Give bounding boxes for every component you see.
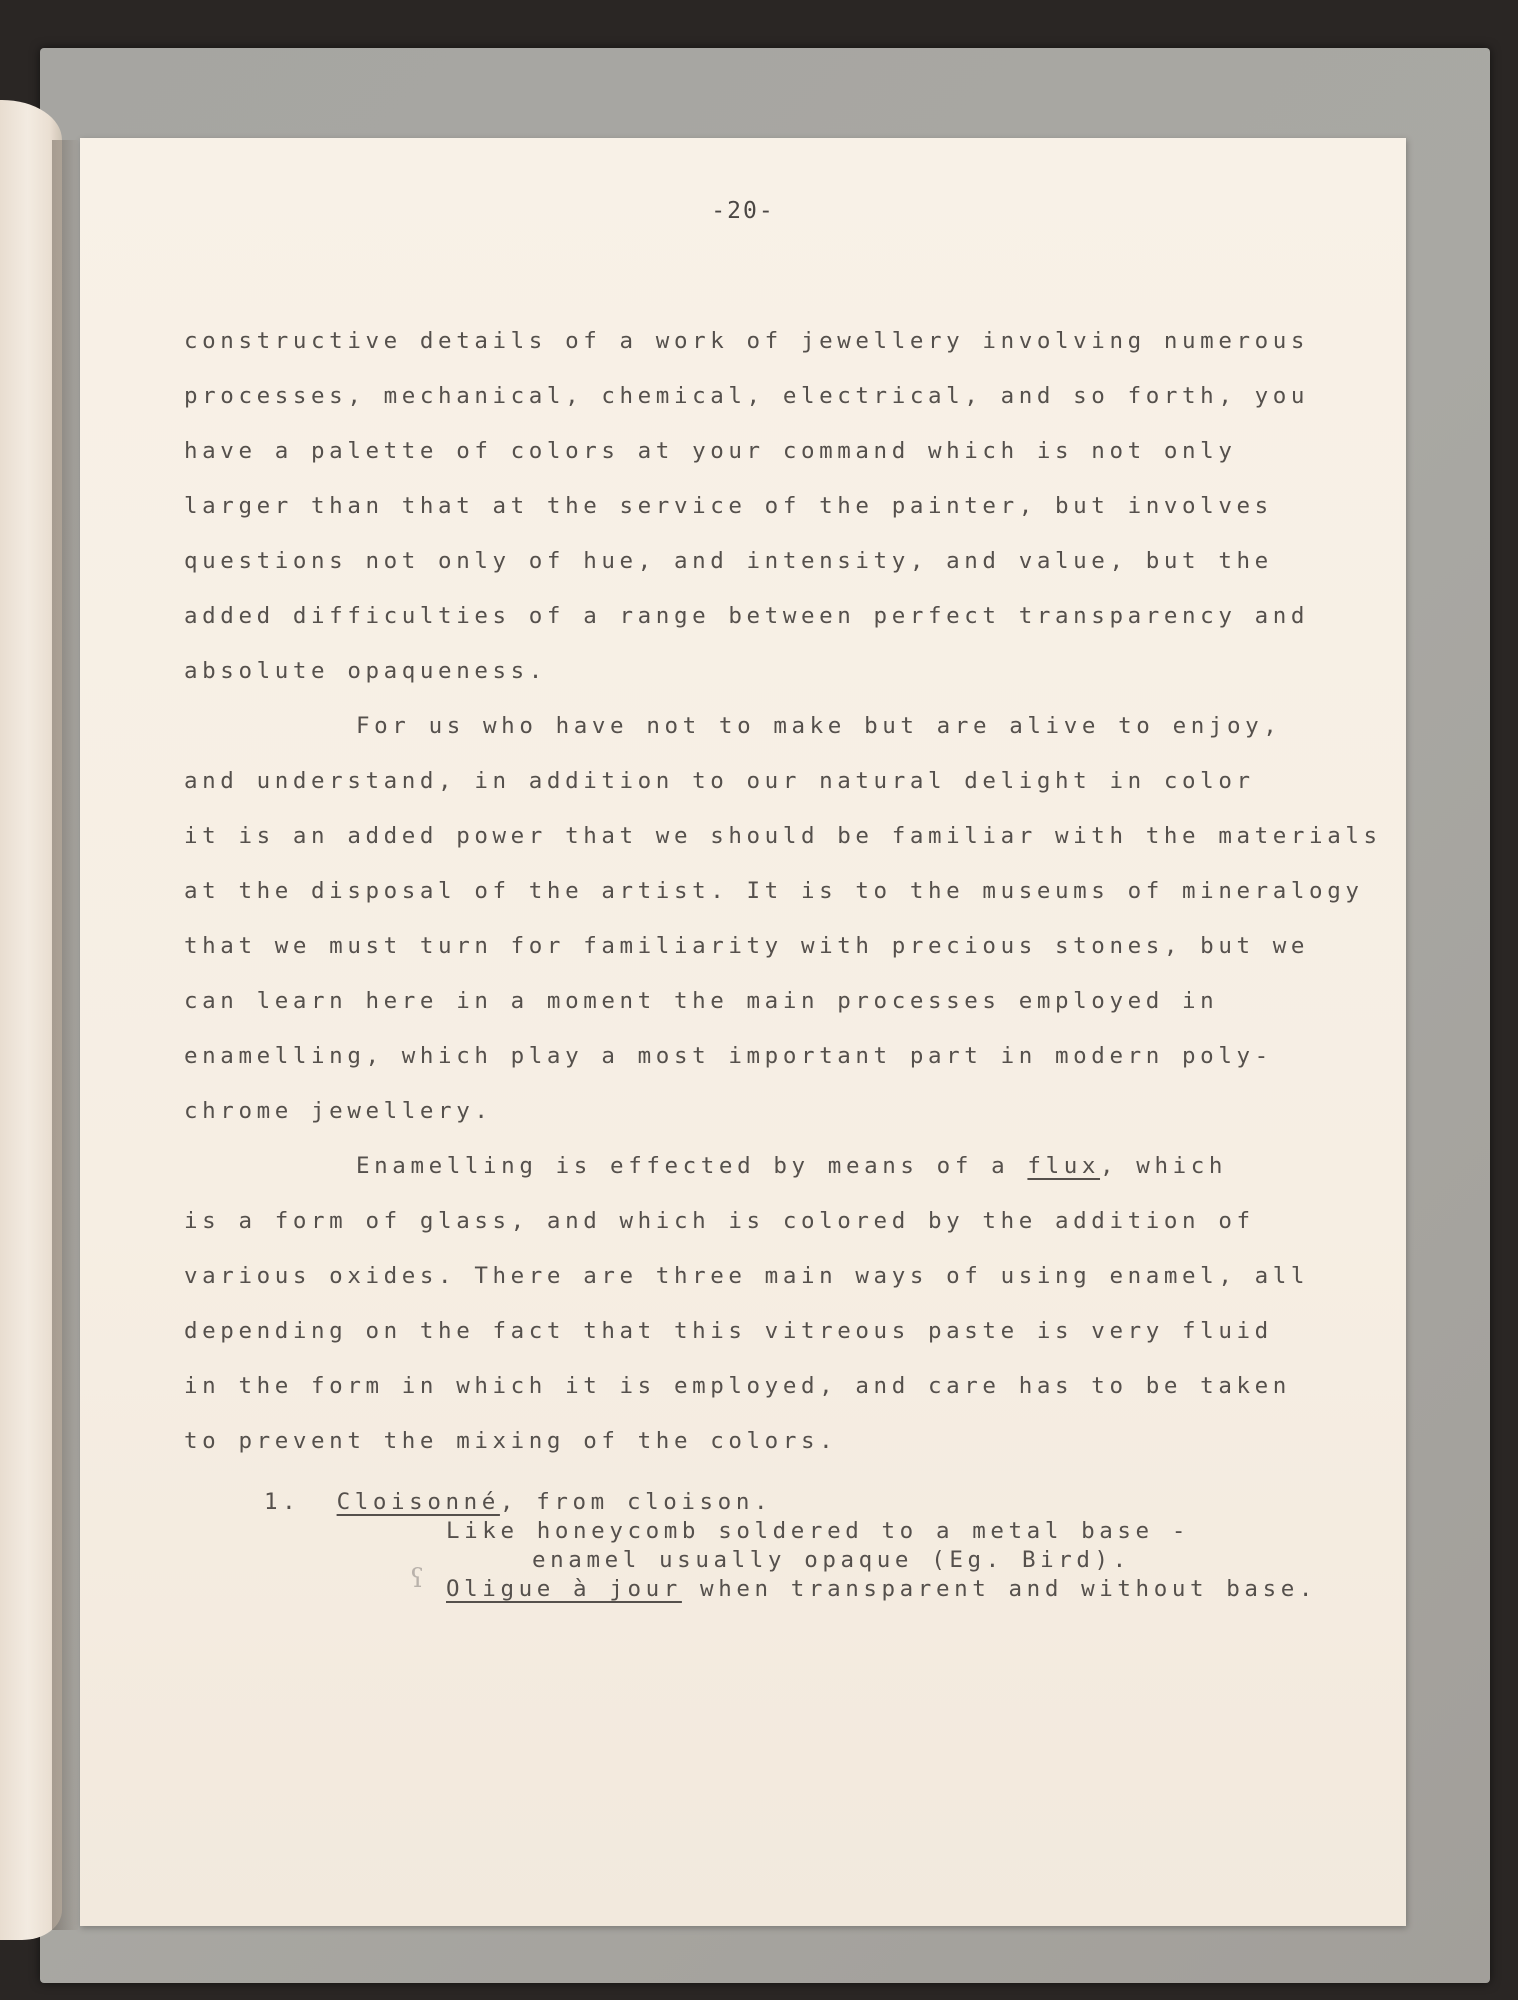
text-line [356,1151,1227,1181]
text-line: is a form of glass, and which is colored by the addition of [184,1208,1255,1234]
list-item-number: 1. [264,1489,301,1515]
text-line: absolute opaqueness. [184,658,547,684]
typed-page [80,138,1406,1926]
list-item-subnote [446,1574,1317,1604]
text-line: various oxides. There are three main ways of using enamel, all [184,1263,1310,1289]
text-line: can learn here in a moment the main processes employed in [184,988,1219,1014]
text-line: to prevent the mixing of the colors. [184,1428,838,1454]
text-line: chrome jewellery. [184,1098,493,1124]
text-line: questions not only of hue, and intensity, and value, but the [184,548,1273,574]
text-span: , from cloison. [499,1489,773,1515]
text-line: and understand, in addition to our natural delight in color [184,768,1255,794]
list-item-description: Like honeycomb soldered to a metal base - [446,1518,1190,1544]
page-number: -20- [711,198,775,224]
text-line: depending on the fact that this vitreous paste is very fluid [184,1318,1273,1344]
text-line: For us who have not to make but are alive to enjoy, [356,713,1282,739]
text-line: in the form in which it is employed, and care has to be taken [184,1373,1291,1399]
text-line: constructive details of a work of jewellery involving numerous [184,328,1310,354]
text-span: when transparent and without base. [681,1576,1318,1602]
list-item-heading [264,1487,772,1517]
pencil-mark: ʕ [410,1564,424,1594]
text-span: Enamelling is effected by means of a [356,1153,1028,1179]
list-item-description: enamel usually opaque (Eg. Bird). [532,1547,1131,1573]
text-line: at the disposal of the artist. It is to the museums of mineralogy [184,878,1364,904]
text-span: , which [1100,1153,1228,1179]
term-a-jour: Oligue à jour [446,1576,682,1602]
text-line: enamelling, which play a most important part in modern poly- [184,1043,1273,1069]
text-line: have a palette of colors at your command which is not only [184,438,1237,464]
text-line: larger than that at the service of the painter, but involves [184,493,1273,519]
text-line: it is an added power that we should be familiar with the materials [184,823,1382,849]
text-line: added difficulties of a range between perfect transparency and [184,603,1310,629]
text-line: processes, mechanical, chemical, electrical, and so forth, you [184,383,1310,409]
text-line: that we must turn for familiarity with precious stones, but we [184,933,1310,959]
book-gutter [52,140,78,1930]
term-flux: flux [1027,1153,1101,1179]
term-cloisonne: Cloisonné [336,1489,500,1515]
